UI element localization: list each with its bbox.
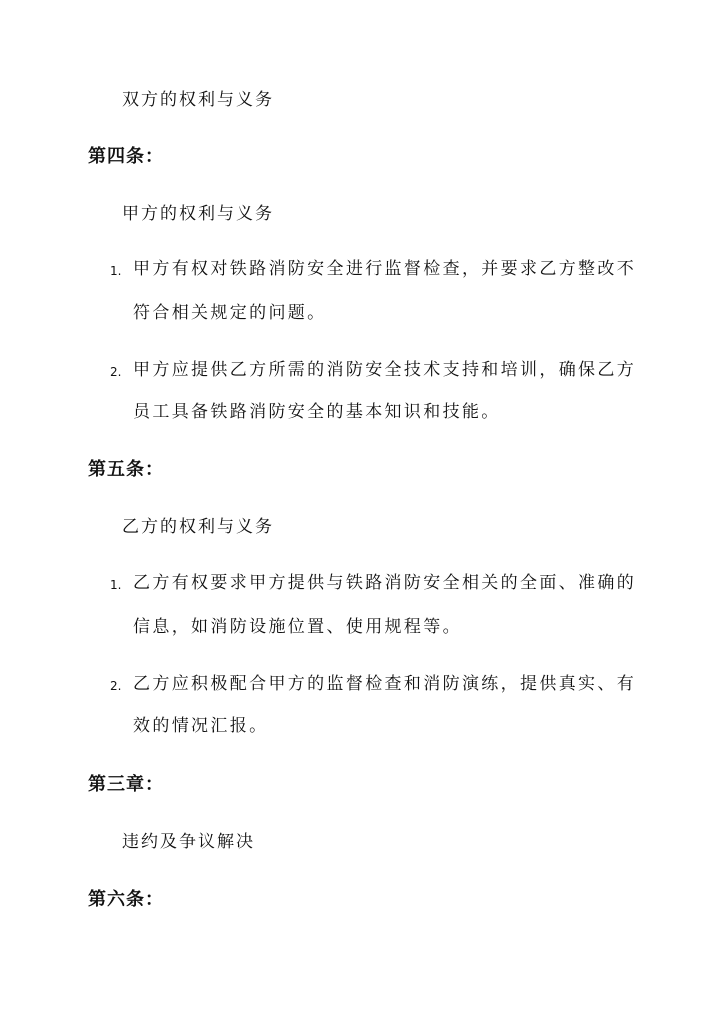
- section-heading: 双方的权利与义务: [122, 90, 274, 110]
- list-item-number: 1.: [110, 578, 122, 592]
- list-item-text: 乙方应积极配合甲方的监督检查和消防演练，提供真实、有: [133, 674, 637, 694]
- article-heading: 第五条：: [88, 459, 164, 480]
- section-heading: 违约及争议解决: [122, 832, 255, 852]
- section-heading: 乙方的权利与义务: [122, 517, 274, 537]
- list-item-text: 甲方有权对铁路消防安全进行监督检查，并要求乙方整改不: [133, 259, 637, 279]
- list-item-text-continued: 效的情况汇报。: [133, 716, 269, 736]
- list-item-text-continued: 员工具备铁路消防安全的基本知识和技能。: [133, 402, 501, 422]
- list-item-text-continued: 符合相关规定的问题。: [133, 303, 327, 323]
- chapter-heading: 第三章：: [88, 774, 164, 795]
- section-heading: 甲方的权利与义务: [122, 204, 274, 224]
- list-item-number: 2.: [110, 365, 122, 379]
- article-heading: 第六条：: [88, 889, 164, 910]
- list-item-number: 1.: [110, 264, 122, 278]
- article-heading: 第四条：: [88, 146, 164, 167]
- list-item-text: 乙方有权要求甲方提供与铁路消防安全相关的全面、准确的: [133, 573, 637, 593]
- list-item-text-continued: 信息，如消防设施位置、使用规程等。: [133, 617, 462, 637]
- list-item-number: 2.: [110, 679, 122, 693]
- list-item-text: 甲方应提供乙方所需的消防安全技术支持和培训，确保乙方: [133, 360, 637, 380]
